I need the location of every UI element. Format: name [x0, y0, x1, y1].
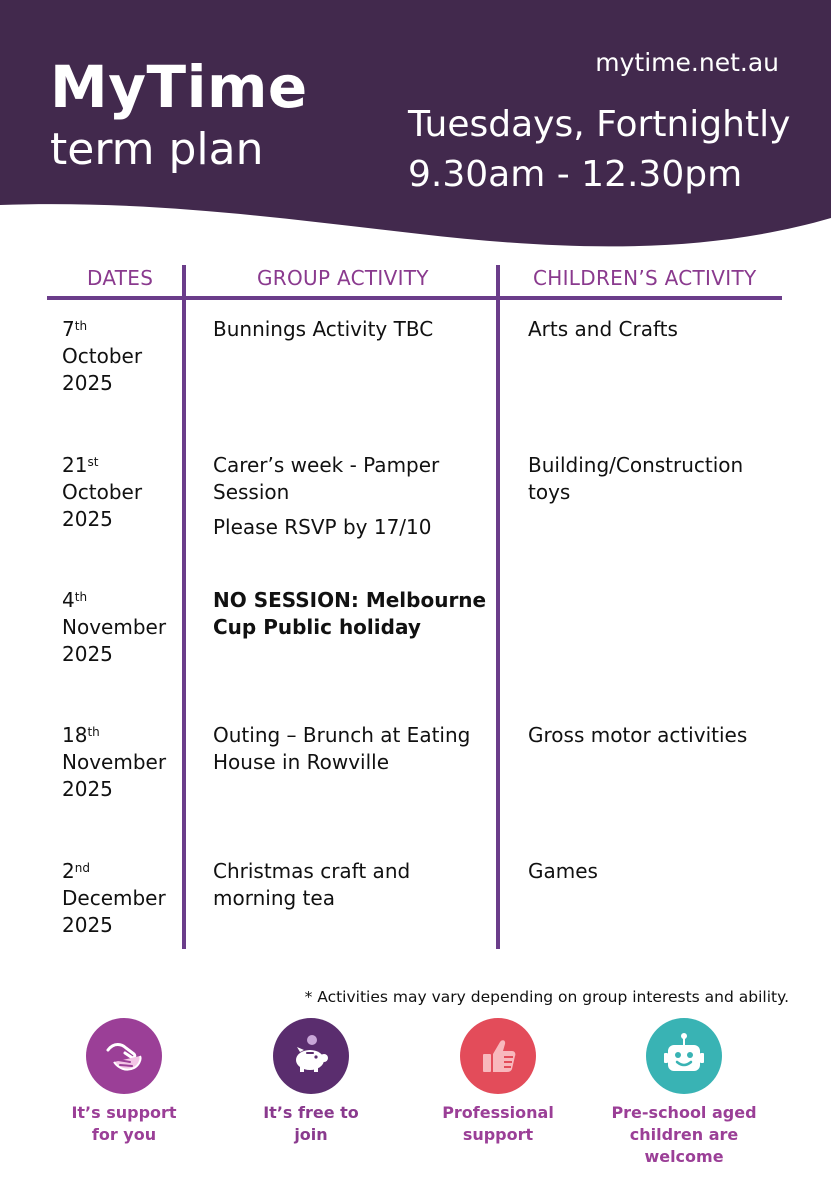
- brand-title: MyTime: [50, 53, 308, 121]
- row-2-childrens-activity: Building/Construction toys: [528, 453, 744, 504]
- brand-subtitle: term plan: [50, 124, 264, 175]
- row-4-childrens-activity: Gross motor activities: [528, 723, 748, 747]
- feature-preschool-line1: Pre-school aged: [611, 1103, 757, 1122]
- column-heading-childrens-activity: CHILDREN’S ACTIVITY: [533, 266, 757, 290]
- feature-support-line1: It’s support: [71, 1103, 177, 1122]
- schedule-time: 9.30am - 12.30pm: [408, 154, 743, 195]
- row-1-date: 7th October 2025: [62, 317, 143, 395]
- piggy-bank-icon: [273, 1018, 349, 1094]
- footnote: * Activities may vary depending on group interests and ability.: [304, 988, 789, 1006]
- schedule-days: Tuesdays, Fortnightly: [408, 104, 791, 145]
- row-5-childrens-activity: Games: [528, 859, 598, 883]
- row-1-childrens-activity: Arts and Crafts: [528, 317, 678, 341]
- schedule-info: [408, 100, 790, 200]
- feature-free-line2: join: [294, 1125, 328, 1144]
- feature-support: [34, 1018, 214, 1146]
- feature-free-line1: It’s free to: [263, 1103, 359, 1122]
- feature-professional-line2: support: [462, 1125, 534, 1144]
- row-3-group-activity: NO SESSION: Melbourne Cup Public holiday: [213, 588, 487, 639]
- row-2-date: 21st October 2025: [62, 453, 143, 531]
- feature-preschool-line2: children are welcome: [629, 1125, 739, 1166]
- column-heading-group-activity: GROUP ACTIVITY: [257, 266, 429, 290]
- table-header-divider: [47, 296, 782, 300]
- column-divider-1: [182, 265, 186, 949]
- header-banner: [0, 0, 831, 260]
- row-5-date: 2nd December 2025: [62, 859, 166, 937]
- thumbs-up-icon: [460, 1018, 536, 1094]
- website-link[interactable]: mytime.net.au: [595, 48, 779, 77]
- feature-professional-line1: Professional: [442, 1103, 554, 1122]
- rsvp-note: Please RSVP by 17/10: [213, 515, 432, 539]
- column-divider-2: [496, 265, 500, 949]
- row-1-group-activity: Bunnings Activity TBC: [213, 317, 434, 341]
- feature-professional: [408, 1018, 588, 1146]
- column-heading-dates: DATES: [87, 266, 154, 290]
- feature-support-line2: for you: [91, 1125, 157, 1144]
- helping-hands-icon: [86, 1018, 162, 1094]
- feature-preschool: [594, 1018, 774, 1168]
- row-2-group-activity: Carer’s week - Pamper Session Please RSVP by 17/10: [213, 453, 440, 539]
- feature-free: [221, 1018, 401, 1146]
- row-4-date: 18th November 2025: [62, 723, 167, 801]
- row-5-group-activity: Christmas craft and morning tea: [213, 859, 411, 910]
- row-3-date: 4th November 2025: [62, 588, 167, 666]
- robot-icon: [646, 1018, 722, 1094]
- row-4-group-activity: Outing – Brunch at Eating House in Rowville: [213, 723, 471, 774]
